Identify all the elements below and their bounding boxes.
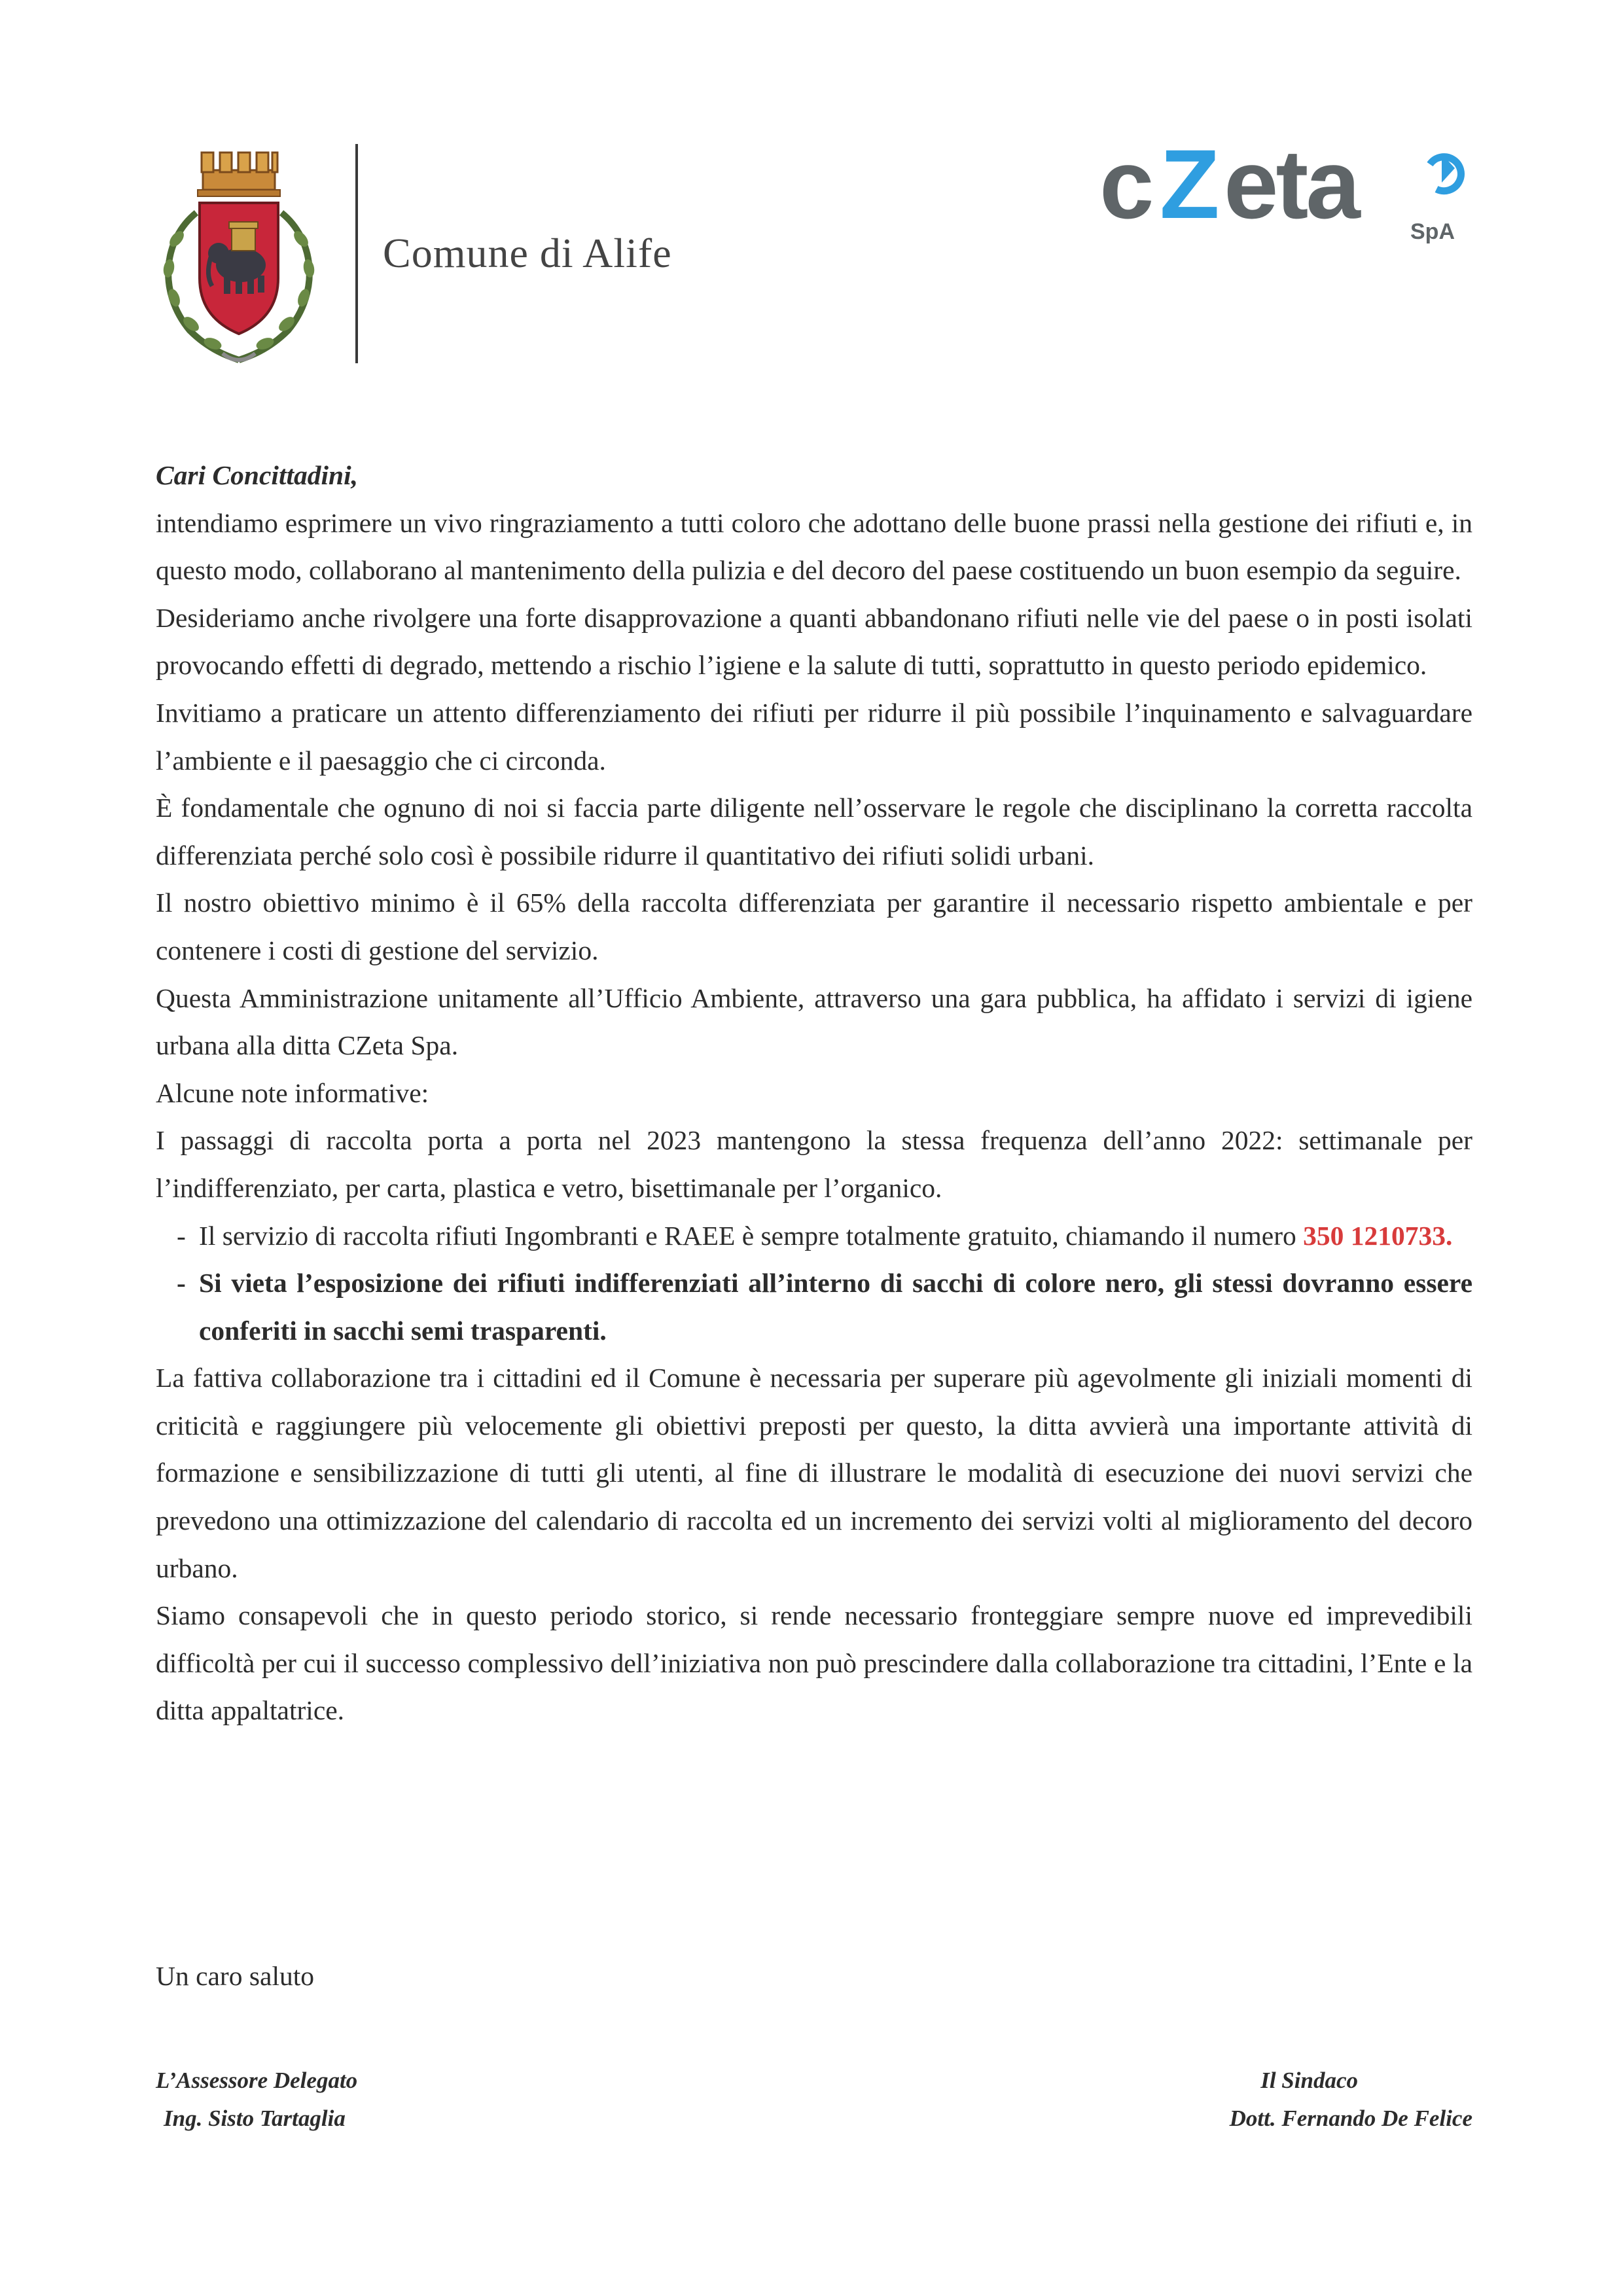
czeta-logo-eta-letters: eta bbox=[1224, 141, 1358, 239]
letterhead bbox=[151, 141, 1486, 370]
notes-list bbox=[156, 1212, 1472, 1355]
paragraph: Alcune note informative: bbox=[156, 1077, 429, 1108]
czeta-drop-icon bbox=[1430, 154, 1461, 191]
signature-sindaco bbox=[1230, 2062, 1472, 2138]
paragraph: Invitiamo a praticare un attento differenziamento dei rifiuti per ridurre il più possibile l’inquinamento e salvaguardare l’ambiente e il paesaggio che ci circonda. bbox=[156, 697, 1472, 776]
czeta-logo bbox=[1099, 141, 1472, 245]
paragraph: È fondamentale che ognuno di noi si faccia parte diligente nell’osservare le regole che disciplinano la corretta raccolta differenziata perché solo così è possibile ridurre il quantitativo dei rifiuti solidi urbani. bbox=[156, 793, 1472, 870]
salutation: Cari Concittadini, bbox=[156, 460, 359, 490]
note-item bbox=[156, 1212, 1472, 1260]
paragraph: Siamo consapevoli che in questo periodo storico, si rende necessario fronteggiare sempre nuove ed imprevedibili difficoltà per cui il successo complessivo dell’iniziativa non può prescindere dalla collaborazione tra cittadini, l’Ente e la ditta appaltatrice. bbox=[156, 1600, 1472, 1726]
note-text-after: . bbox=[1446, 1220, 1453, 1251]
municipal-crest-icon bbox=[151, 141, 327, 367]
signature-assessore bbox=[156, 2062, 357, 2138]
signature-role: Il Sindaco bbox=[1260, 2068, 1358, 2093]
czeta-logo-c-letter: c bbox=[1099, 141, 1152, 239]
comune-name: Comune di Alife bbox=[383, 230, 672, 276]
header-divider bbox=[355, 144, 358, 363]
note-text: Si vieta l’esposizione dei rifiuti indifferenziati all’interno di sacchi di colore nero, gli stessi dovranno essere conferiti in sacchi semi trasparenti. bbox=[199, 1268, 1472, 1346]
paragraph: Desideriamo anche rivolgere una forte disapprovazione a quanti abbandonano rifiuti nelle vie del paese o in posti isolati provocando effetti di degrado, mettendo a rischio l’igiene e la salute di tutti, soprattutto in questo periodo epidemico. bbox=[156, 602, 1472, 681]
greeting: Un caro saluto bbox=[156, 1961, 315, 1991]
dash-bullet: - bbox=[177, 1220, 186, 1251]
paragraph: Il nostro obiettivo minimo è il 65% della raccolta differenziata per garantire il necessario rispetto ambientale e per contenere i costi di gestione del servizio. bbox=[156, 888, 1472, 965]
paragraph: La fattiva collaborazione tra i cittadini ed il Comune è necessaria per superare più agevolmente gli iniziali momenti di criticità e raggiungere più velocemente gli obiettivi preposti per questo, la ditta avvierà una importante attività di formazione e sensibilizzazione di tutti gli utenti, al fine di illustrare le modalità di esecuzione dei nuovi servizi che prevedono una ottimizzazione del calendario di raccolta ed un incremento dei servizi volti al miglioramento del decoro urbano. bbox=[156, 1363, 1472, 1583]
paragraph: I passaggi di raccolta porta a porta nel 2023 mantengono la stessa frequenza dell’anno 2022: settimanale per l’indifferenziato, per carta, plastica e vetro, bisettimanale per l’organico. bbox=[156, 1125, 1472, 1203]
phone-number: 350 1210733 bbox=[1303, 1220, 1446, 1251]
paragraph: intendiamo esprimere un vivo ringraziamento a tutti coloro che adottano delle buone prassi nella gestione dei rifiuti e, in questo modo, collaborano al mantenimento della pulizia e del decoro del paese costituendo un buon esempio da seguire. bbox=[156, 507, 1472, 586]
paragraph: Questa Amministrazione unitamente all’Ufficio Ambiente, attraverso una gara pubblica, ha affidato i servizi di igiene urbana alla ditta CZeta Spa. bbox=[156, 982, 1472, 1061]
letter-body bbox=[156, 452, 1472, 1734]
note-item bbox=[156, 1259, 1472, 1354]
signature-name: Dott. Fernando De Felice bbox=[1229, 2106, 1472, 2131]
czeta-logo-z-letter: Z bbox=[1160, 141, 1217, 239]
dash-bullet: - bbox=[177, 1268, 186, 1299]
signature-name: Ing. Sisto Tartaglia bbox=[164, 2106, 346, 2131]
signature-role: L’Assessore Delegato bbox=[156, 2068, 358, 2093]
czeta-logo-spa: SpA bbox=[1410, 219, 1455, 244]
note-text: Il servizio di raccolta rifiuti Ingombranti e RAEE è sempre totalmente gratuito, chiamando il numero bbox=[199, 1220, 1304, 1251]
